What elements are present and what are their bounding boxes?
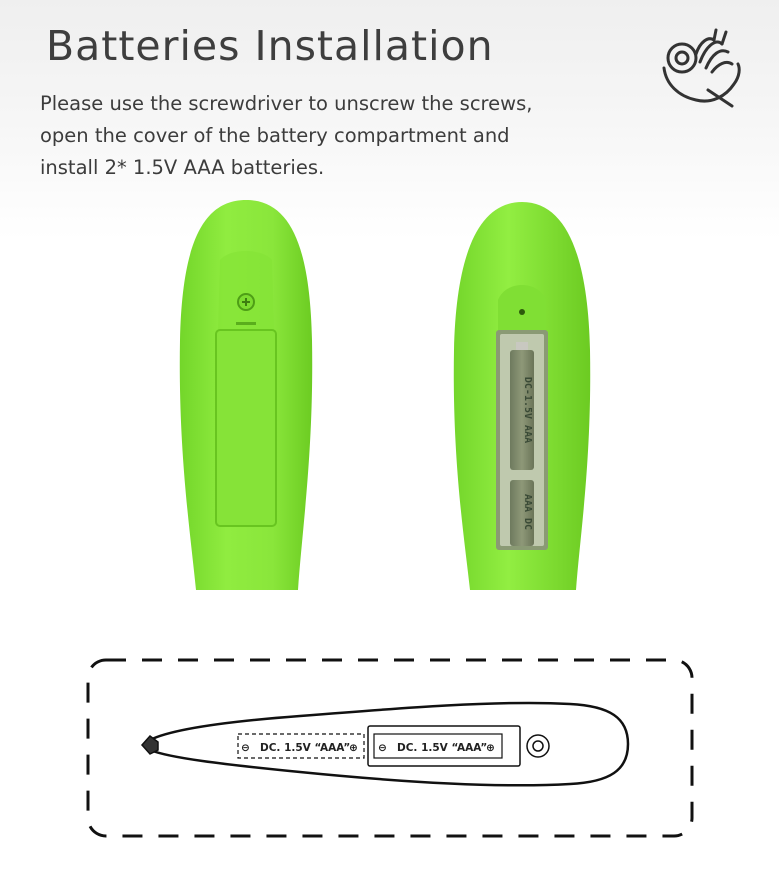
remote-closed-cover — [180, 200, 312, 590]
pen-outline — [150, 703, 628, 785]
instructions — [40, 88, 532, 184]
screw-hole — [533, 741, 543, 751]
battery-diagram — [80, 650, 700, 845]
instruction-line-2: open the cover of the battery compartment and — [40, 124, 510, 147]
plus-symbol-1: ⊕ — [349, 742, 358, 754]
page-title: Batteries Installation — [46, 22, 494, 70]
remote-open-compartment — [454, 202, 590, 590]
battery-label-2: AAA DC — [522, 493, 533, 531]
battery-slot-1-label: DC. 1.5V “AAA” — [260, 742, 351, 754]
hand-touch-icon — [656, 24, 748, 108]
screw-outline — [527, 735, 549, 757]
dashed-frame — [88, 660, 692, 836]
minus-symbol-1: ⊖ — [241, 742, 250, 754]
minus-symbol-2: ⊖ — [378, 742, 387, 754]
instruction-line-1: Please use the screwdriver to unscrew the screws, — [40, 92, 533, 115]
plus-symbol-2: ⊕ — [486, 742, 495, 754]
product-photo — [0, 190, 779, 600]
battery-label-1: DC-1.5V AAA — [522, 376, 533, 444]
instruction-line-3: install 2* 1.5V AAA batteries. — [40, 156, 325, 179]
battery-slot-2-label: DC. 1.5V “AAA” — [397, 742, 488, 754]
